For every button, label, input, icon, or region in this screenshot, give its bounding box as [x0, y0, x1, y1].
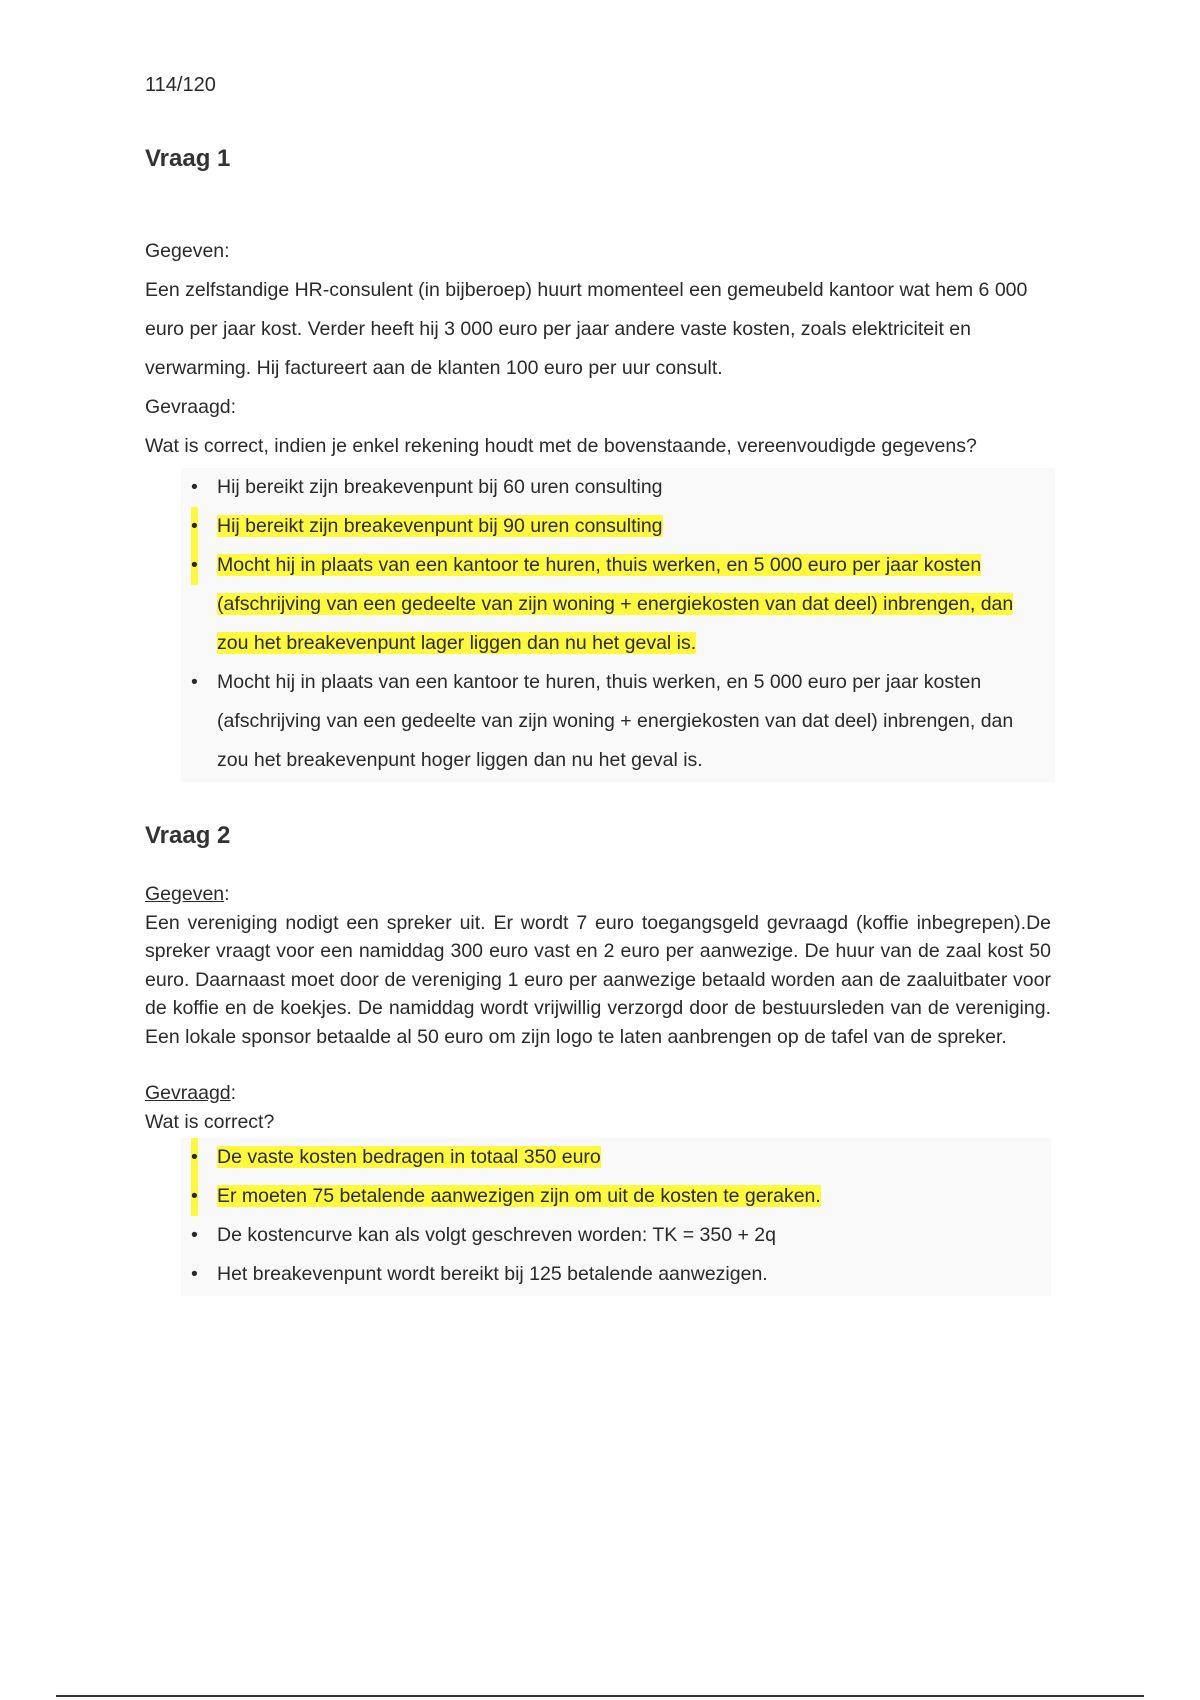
bullet-icon: • — [191, 507, 198, 546]
bullet-icon: • — [191, 1177, 198, 1216]
answer-options — [181, 468, 1055, 782]
given-label: Gegeven: — [145, 240, 230, 262]
question-text: Wat is correct? — [145, 1110, 275, 1133]
bullet-icon: • — [191, 1138, 198, 1177]
given-text: Een zelfstandige HR-consulent (in bijberoep) huurt momenteel een gemeubeld kantoor wat hem 6 000 euro per jaar kost. Verder heeft hij 3 000 euro per jaar andere vaste kosten, zoals elektriciteit en verwarming. Hij factureert aan de klanten 100 euro per uur consult. — [145, 279, 1028, 379]
question-text: Wat is correct, indien je enkel rekening houdt met de bovenstaande, vereenvoudigde gegevens? — [145, 435, 977, 457]
asked-label: Gevraagd: — [145, 396, 237, 418]
question-1-heading: Vraag 1 — [145, 145, 231, 172]
answer-options — [181, 1138, 1051, 1296]
footer-rule — [56, 1695, 1144, 1697]
answer-option: • Mocht hij in plaats van een kantoor te huren, thuis werken, en 5 000 euro per jaar kosten (afschrijving van een gedeelte van zijn woning + energiekosten van dat deel) inbrengen, dan zou het breakevenpunt hoger liggen dan nu het geval is. — [181, 663, 1055, 780]
answer-option: • Hij bereikt zijn breakevenpunt bij 60 uren consulting — [181, 468, 1055, 507]
answer-option-highlighted: • Er moeten 75 betalende aanwezigen zijn om uit de kosten te geraken. — [181, 1177, 1051, 1216]
page-number: 114/120 — [145, 74, 216, 96]
bullet-icon: • — [191, 546, 198, 585]
bullet-icon: • — [191, 476, 198, 498]
question-2-heading: Vraag 2 — [145, 822, 231, 849]
asked-label: Gevraagd: — [145, 1082, 237, 1104]
given-text: Een vereniging nodigt een spreker uit. Er wordt 7 euro toegangsgeld gevraagd (koffie inbegrepen).De spreker vraagt voor een namiddag 300 euro vast en 2 euro per aanwezige. De huur van de zaal kost 50 euro. Daarnaast moet door de vereniging 1 euro per aanwezige betaald worden aan de zaaluitbater voor de koffie en de koekjes. De namiddag wordt vrijwillig verzorgd door de bestuursleden van de vereniging. Een lokale sponsor betaalde al 50 euro om zijn logo te laten aanbrengen op de tafel van de spreker. — [145, 911, 1051, 1048]
answer-option-highlighted: • De vaste kosten bedragen in totaal 350 euro — [181, 1138, 1051, 1177]
given-label: Gegeven: — [145, 883, 230, 905]
answer-option: • De kostencurve kan als volgt geschreven worden: TK = 350 + 2q — [181, 1216, 1051, 1255]
question-1-body — [145, 232, 1055, 782]
bullet-icon: • — [191, 671, 198, 693]
bullet-icon: • — [191, 1263, 198, 1285]
answer-option-highlighted: • Mocht hij in plaats van een kantoor te huren, thuis werken, en 5 000 euro per jaar kosten (afschrijving van een gedeelte van zijn woning + energiekosten van dat deel) inbrengen, dan zou het breakevenpunt lager liggen dan nu het geval is. — [181, 546, 1055, 663]
answer-option: • Het breakevenpunt wordt bereikt bij 125 betalende aanwezigen. — [181, 1255, 1051, 1294]
answer-option-highlighted: • Hij bereikt zijn breakevenpunt bij 90 uren consulting — [181, 507, 1055, 546]
question-2-body — [145, 880, 1051, 1296]
bullet-icon: • — [191, 1224, 198, 1246]
